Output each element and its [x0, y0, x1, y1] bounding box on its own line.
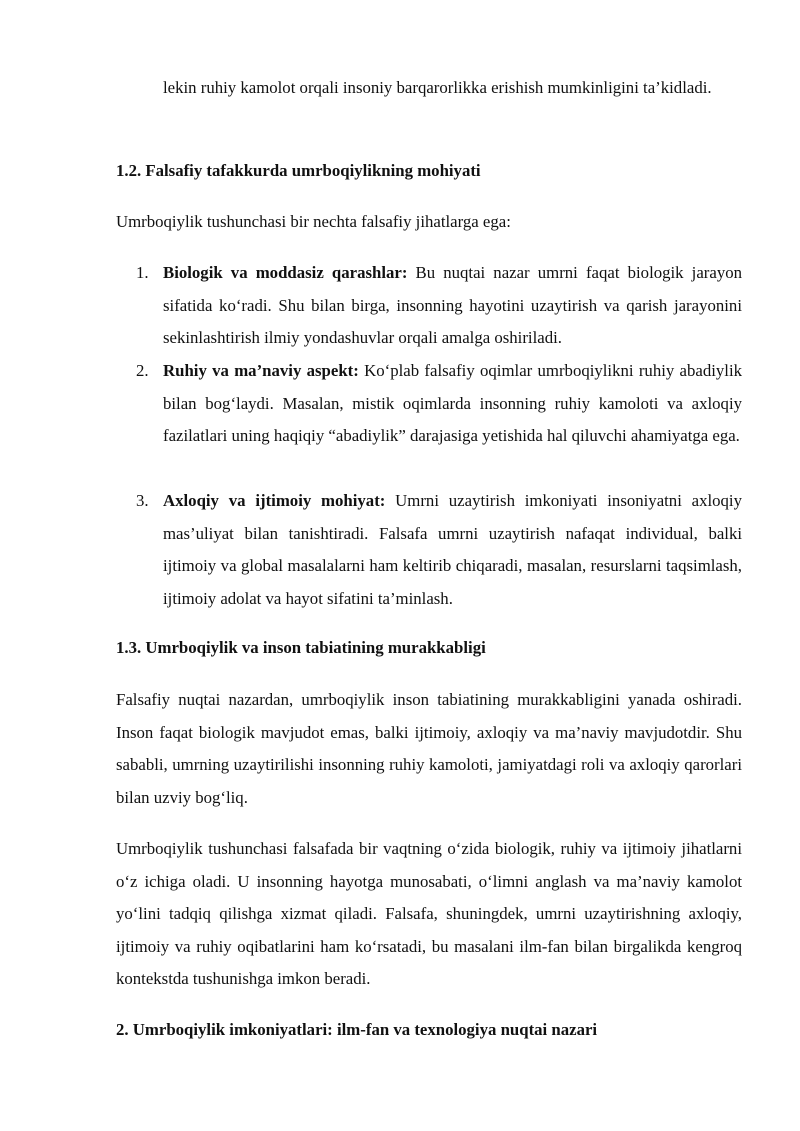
body-paragraph-2: Umrboqiylik tushunchasi falsafada bir vaqtning o‘zida biologik, ruhiy va ijtimoiy jihatlarni o‘z ichiga oladi. U insonning hayotga munosabati, o‘limni anglash va ma’naviy kamolot yo‘lini tadqiq qilishga xizmat qiladi. Falsafa, shuningdek, umrni uzaytirishning axloqiy, ijtimoiy va ruhiy oqibatlarini ham ko‘rsatadi, bu masalani ilm-fan bilan birgalikda kengroq kontekstda tushunishga imkon beradi.	[116, 839, 742, 989]
section-intro: Umrboqiylik tushunchasi bir nechta falsafiy jihatlarga ega:	[116, 212, 511, 231]
section-heading-1-2: 1.2. Falsafiy tafakkurda umrboqiylikning mohiyati	[116, 161, 481, 180]
list-item-text: Umrni uzaytirish imkoniyati insoniyatni axloqiy mas’uliyat bilan tanishtiradi. Falsafa umrni uzaytirish nafaqat individual, balki ijtimoiy va global masalalarni ham keltirib chiqaradi, masalan, resurslarni taqsimlash, ijtimoiy adolat va hayot sifatini ta’minlash.	[163, 491, 742, 608]
list-item-text: Ko‘plab falsafiy oqimlar umrboqiylikni ruhiy abadiylik bilan bog‘laydi. Masalan, mistik oqimlarda insonning ruhiy kamoloti va axloqiy fazilatlari uning haqiqiy “abadiylik” darajasiga yetishida hal qiluvchi ahamiyatga ega.	[163, 361, 742, 446]
list-number: 2.	[136, 361, 149, 380]
list-item-title: Axloqiy va ijtimoiy mohiyat:	[163, 491, 386, 510]
list-item-title: Biologik va moddasiz qarashlar:	[163, 263, 408, 282]
list-number: 3.	[136, 491, 149, 510]
section-heading-1-3: 1.3. Umrboqiylik va inson tabiatining murakkabligi	[116, 638, 486, 657]
list-item-3	[136, 485, 742, 615]
list-item-1	[136, 257, 742, 355]
list-number: 1.	[136, 263, 149, 282]
section-heading-2: 2. Umrboqiylik imkoniyatlari: ilm-fan va texnologiya nuqtai nazari	[116, 1020, 598, 1039]
list-item-text: Bu nuqtai nazar umrni faqat biologik jarayon sifatida ko‘radi. Shu bilan birga, insonning hayotini uzaytirish va qarish jarayonini sekinlashtirish ilmiy yondashuvlar orqali amalga oshiriladi.	[163, 263, 742, 348]
continuation-paragraph: lekin ruhiy kamolot orqali insoniy barqarorlikka erishish mumkinligini ta’kidladi.	[163, 78, 712, 97]
list-item-2	[136, 355, 742, 453]
body-paragraph-1: Falsafiy nuqtai nazardan, umrboqiylik inson tabiatining murakkabligini yanada oshiradi. Inson faqat biologik mavjudot emas, balki ijtimoiy, axloqiy va ma’naviy mavjudotdir. Shu sababli, umrning uzaytirilishi insonning ruhiy kamoloti, jamiyatdagi roli va axloqiy qarorlari bilan uzviy bog‘liq.	[116, 690, 742, 807]
list-item-title: Ruhiy va ma’naviy aspekt:	[163, 361, 359, 380]
